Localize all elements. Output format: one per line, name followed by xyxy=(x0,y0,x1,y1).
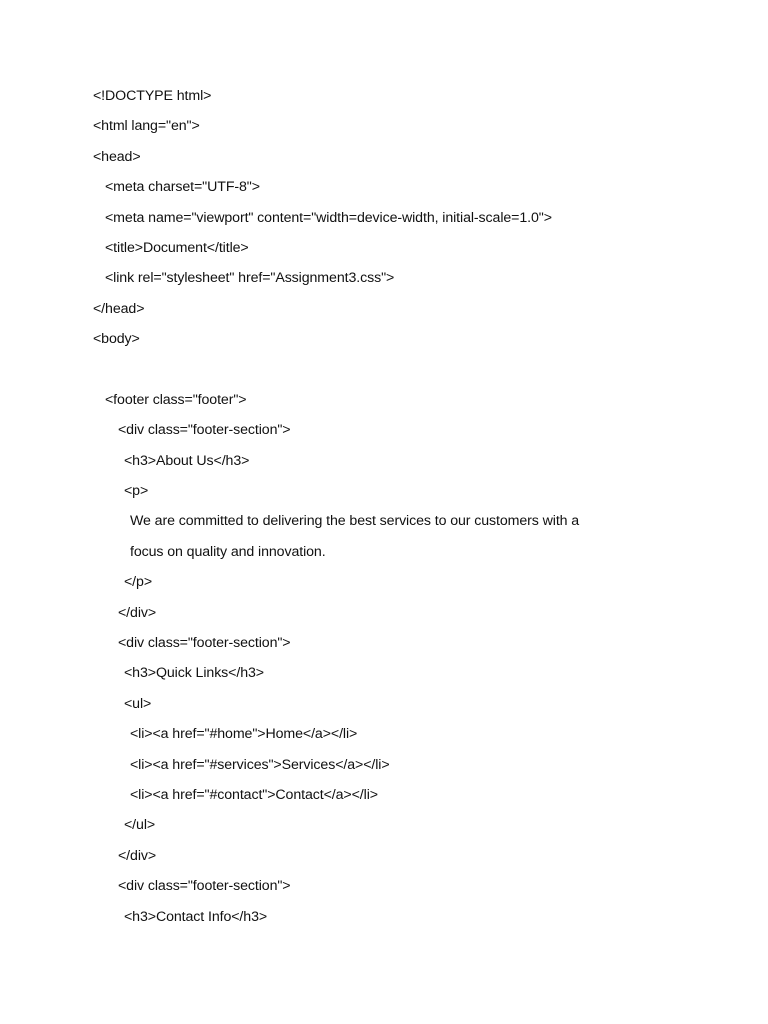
code-line-p-close: </p> xyxy=(124,574,153,591)
code-line-h3-contact-info: <h3>Contact Info</h3> xyxy=(124,908,268,925)
code-line-div-about-close: </div> xyxy=(118,604,157,621)
code-line-div-about-open: <div class="footer-section"> xyxy=(118,422,291,439)
code-line-meta-charset: <meta charset="UTF-8"> xyxy=(105,179,260,196)
code-line-div-contact-open: <div class="footer-section"> xyxy=(118,878,291,895)
code-line-blank xyxy=(93,360,733,390)
code-line-h3-about: <h3>About Us</h3> xyxy=(124,452,250,469)
code-line-div-links-open: <div class="footer-section"> xyxy=(118,635,291,652)
code-line-link-stylesheet: <link rel="stylesheet" href="Assignment3.css"> xyxy=(105,270,395,287)
code-line-doctype: <!DOCTYPE html> xyxy=(93,88,212,104)
code-line-body-open: <body> xyxy=(93,331,140,348)
code-line-div-links-close: </div> xyxy=(118,847,157,864)
code-line-head-close: </head> xyxy=(93,300,145,317)
code-line-li-contact: <li><a href="#contact">Contact</a></li> xyxy=(130,786,378,803)
code-line-p-text-2: focus on quality and innovation. xyxy=(130,543,326,560)
code-line-p-open: <p> xyxy=(124,483,149,500)
code-line-title: <title>Document</title> xyxy=(105,239,249,256)
code-line-ul-close: </ul> xyxy=(124,817,156,834)
code-line-meta-viewport: <meta name="viewport" content="width=device-width, initial-scale=1.0"> xyxy=(105,209,552,226)
code-line-html-open: <html lang="en"> xyxy=(93,118,200,135)
code-line-footer-open: <footer class="footer"> xyxy=(105,391,247,408)
document-body xyxy=(93,86,733,937)
code-line-head-open: <head> xyxy=(93,148,141,165)
code-line-li-home: <li><a href="#home">Home</a></li> xyxy=(130,726,358,743)
code-line-p-text-1: We are committed to delivering the best services to our customers with a xyxy=(130,513,580,530)
code-line-li-services: <li><a href="#services">Services</a></li> xyxy=(130,756,390,773)
code-line-h3-quick-links: <h3>Quick Links</h3> xyxy=(124,665,264,682)
code-line-ul-open: <ul> xyxy=(124,695,152,712)
